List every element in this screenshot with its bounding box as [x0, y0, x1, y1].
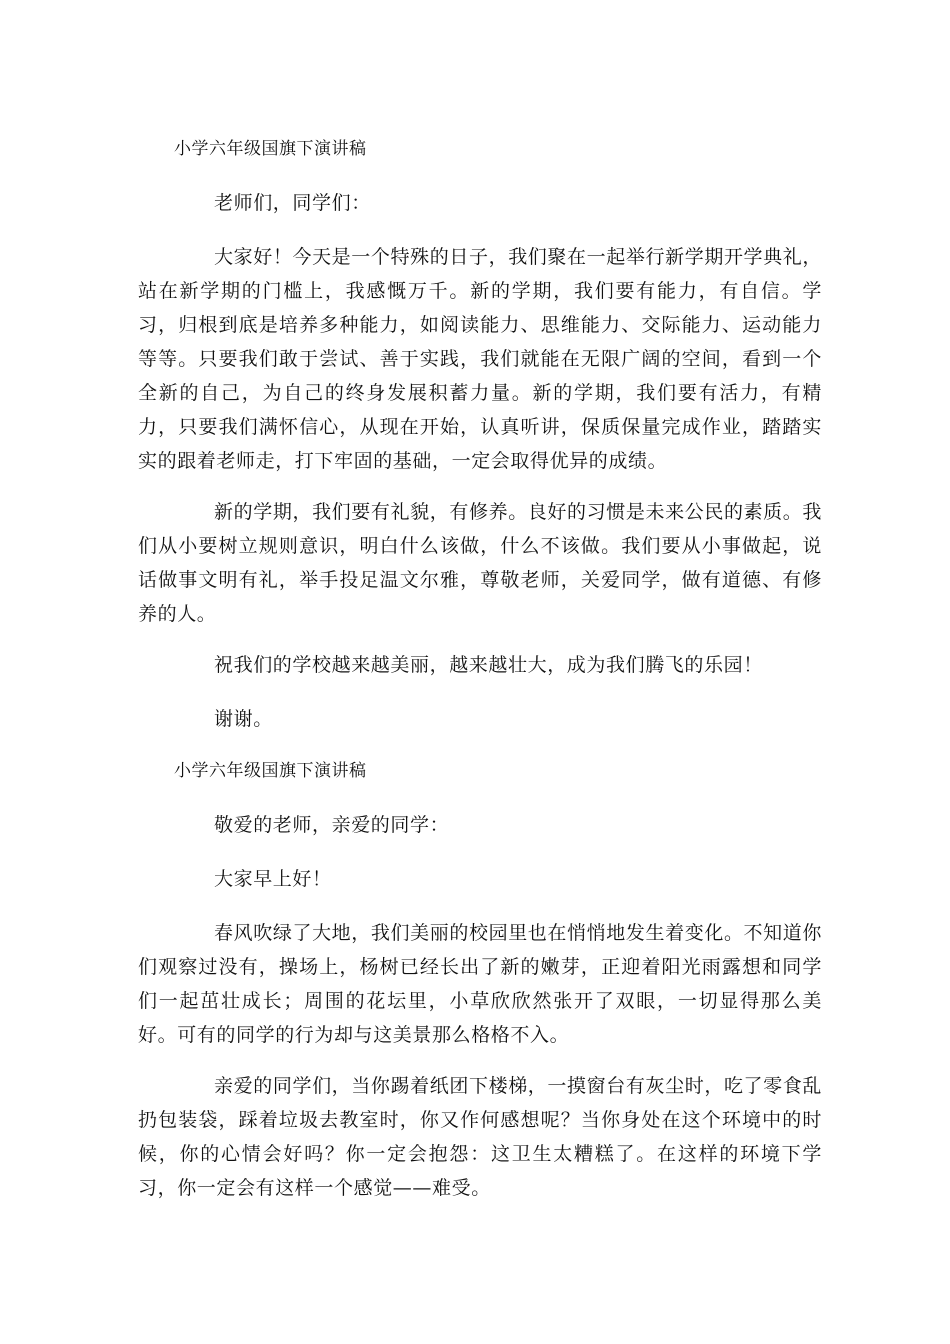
greeting-2: 敬爱的老师，亲爱的同学：	[214, 814, 450, 836]
paragraph-1-3: 祝我们的学校越来越美丽，越来越壮大，成为我们腾飞的乐园！	[214, 654, 763, 676]
speech-title-1: 小学六年级国旗下演讲稿	[174, 139, 367, 159]
paragraph-2-2: 亲爱的同学们，当你踢着纸团下楼梯，一摸窗台有灰尘时，吃了零食乱扔包装袋，踩着垃圾去教室时，你又作何感想呢？当你身处在这个环境中的时候，你的心情会好吗？你一定会抱怨：这卫生太糟糕了。在这样的环境下学习，你一定会有这样一个感觉——难受。	[138, 1075, 822, 1199]
paragraph-1-2: 新的学期，我们要有礼貌，有修养。良好的习惯是未来公民的素质。我们从小要树立规则意识，明白什么该做，什么不该做。我们要从小事做起，说话做事文明有礼，举手投足温文尔雅，尊敬老师，关爱同学，做有道德、有修养的人。	[138, 501, 822, 625]
paragraph-1-4: 谢谢。	[214, 708, 273, 730]
speech-title-2: 小学六年级国旗下演讲稿	[174, 761, 367, 781]
document-body	[138, 134, 822, 1222]
greeting-1: 老师们，同学们：	[214, 192, 371, 214]
paragraph-1-1: 大家好！今天是一个特殊的日子，我们聚在一起举行新学期开学典礼，站在新学期的门槛上，我感慨万千。新的学期，我们要有能力，有自信。学习，归根到底是培养多种能力，如阅读能力、思维能力、交际能力、运动能力等等。只要我们敢于尝试、善于实践，我们就能在无限广阔的空间，看到一个全新的自己，为自己的终身发展积蓄力量。新的学期，我们要有活力，有精力，只要我们满怀信心，从现在开始，认真听讲，保质保量完成作业，踏踏实实的跟着老师走，打下牢固的基础，一定会取得优异的成绩。	[138, 246, 822, 472]
opening-2: 大家早上好！	[214, 868, 332, 890]
paragraph-2-1: 春风吹绿了大地，我们美丽的校园里也在悄悄地发生着变化。不知道你们观察过没有，操场上，杨树已经长出了新的嫩芽，正迎着阳光雨露想和同学们一起茁壮成长；周围的花坛里，小草欣欣然张开了双眼，一切显得那么美好。可有的同学的行为却与这美景那么格格不入。	[138, 922, 822, 1046]
